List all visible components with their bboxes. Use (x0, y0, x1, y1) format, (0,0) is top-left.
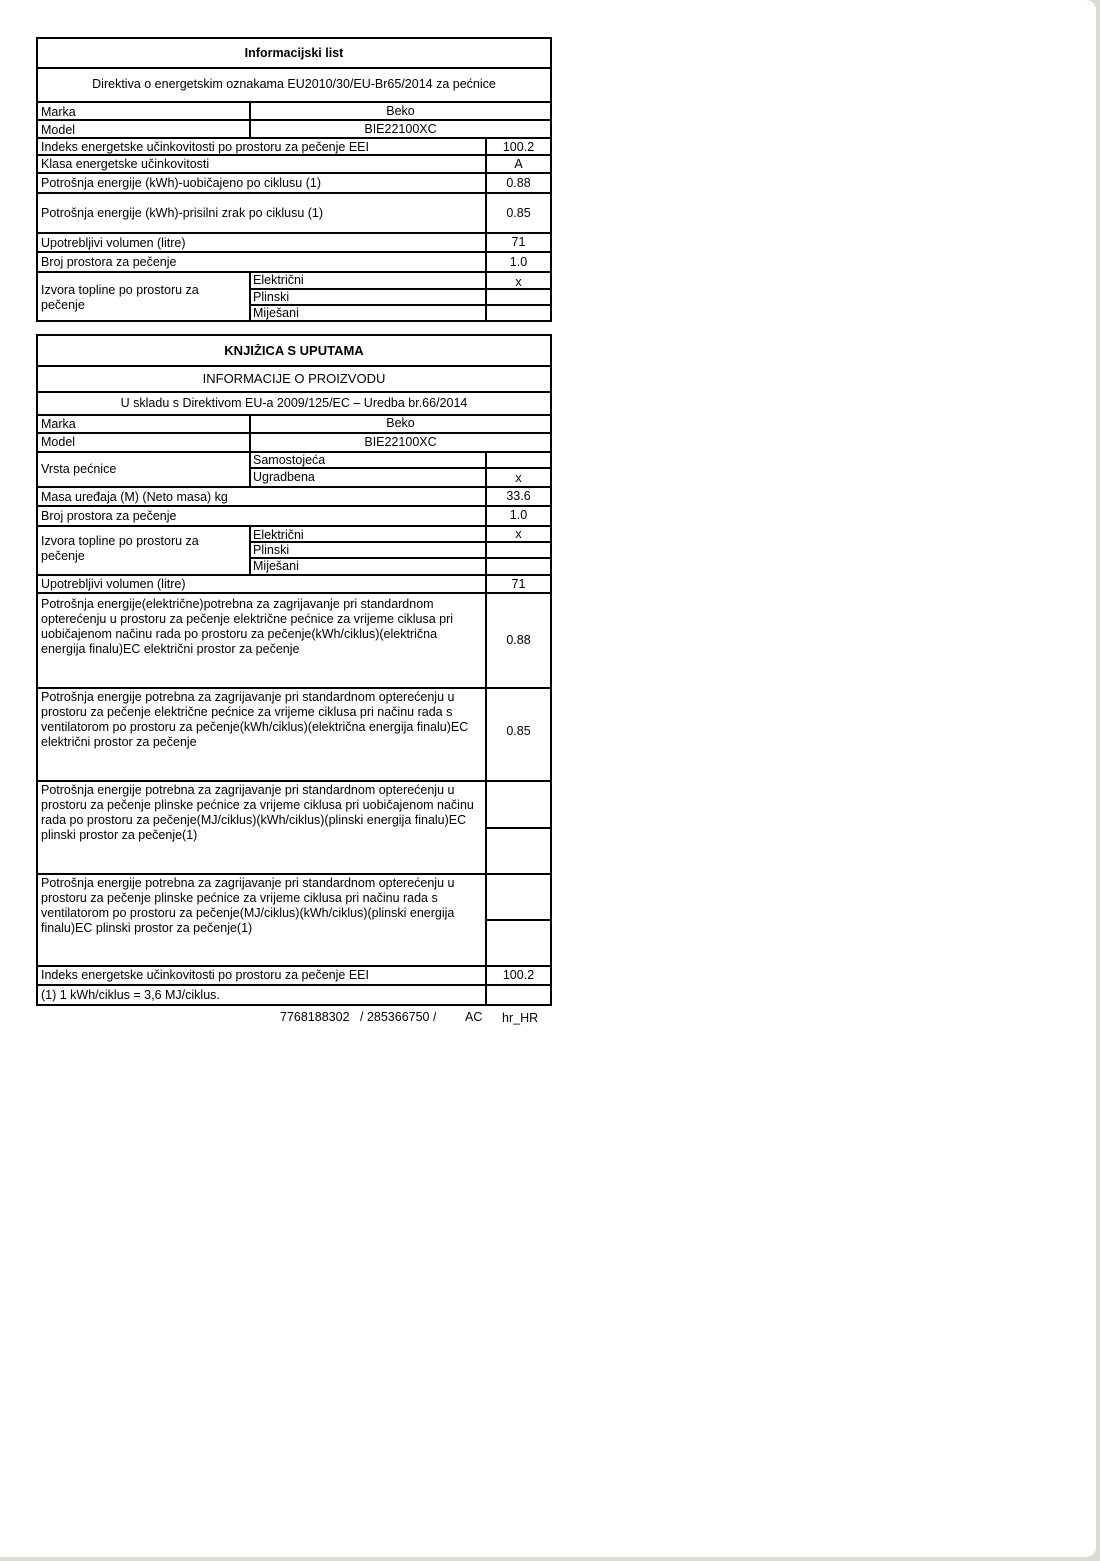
cavities-label: Broj prostora za pečenje (41, 255, 177, 269)
ec-gas-forced-label: Potrošnja energije potrebna za zagrijavanje pri standardnom opterećenju u prostoru za pečenje plinske pećnice za vrijeme ciklusa pri načinu rada s ventilatorom po prostoru za pečenje(MJ/ciklus)(kWh/ciklus)(plinski energija finalu)EC plinski prostor za pečenje(1) (41, 876, 455, 935)
heat-gas-label: Plinski (253, 543, 290, 557)
footer-locale: hr_HR (502, 1011, 539, 1025)
heat-source-label: Izvora topline po prostoru za pečenje (41, 283, 199, 312)
forced-air-consumption-value: 0.85 (506, 206, 531, 220)
model-value: BIE22100XC (364, 122, 437, 136)
sheet1-directive: Direktiva o energetskim oznakama EU2010/30/EU-Br65/2014 za pećnice (92, 77, 496, 91)
eei-label: Indeks energetske učinkovitosti po prostoru za pečenje EEI (41, 968, 369, 982)
brand-value: Beko (386, 416, 415, 430)
cavities-value: 1.0 (509, 255, 528, 269)
volume-label: Upotrebljivi volumen (litre) (41, 236, 186, 250)
heat-electric-label: Električni (253, 273, 304, 287)
heat-source-label: Izvora topline po prostoru za pečenje (41, 534, 199, 563)
eei-value: 100.2 (502, 968, 535, 982)
sheet1-title: Informacijski list (244, 46, 344, 60)
volume-value: 71 (511, 577, 526, 591)
ec-gas-conventional-label: Potrošnja energije potrebna za zagrijavanje pri standardnom opterećenju u prostoru za pečenje plinske pećnice za vrijeme ciklusa pri uobičajenom načinu rada po prostoru za pečenje(MJ/ciklus)(kWh/ciklus)(plinski energija finalu)EC plinski prostor za pečenje(1) (41, 783, 474, 842)
heat-electric-value: x (515, 527, 522, 541)
footer-code-3: AC (465, 1010, 483, 1024)
volume-value: 71 (511, 235, 526, 249)
brand-label: Marka (41, 105, 76, 119)
brand-value: Beko (386, 104, 415, 118)
conventional-consumption-value: 0.88 (506, 176, 531, 190)
ec-electric-forced-label: Potrošnja energije potrebna za zagrijavanje pri standardnom opterećenju u prostoru za pečenje električne pećnice za vrijeme ciklusa pri načinu rada s ventilatorom po prostoru za pečenje(kWh/ciklus)(električna energija finalu)EC električni prostor za pečenje (41, 690, 469, 749)
forced-air-consumption-label: Potrošnja energije (kWh)-prisilni zrak po ciklusu (1) (41, 206, 324, 220)
conventional-consumption-label: Potrošnja energije (kWh)-uobičajeno po ciklusu (1) (41, 176, 321, 190)
ec-electric-forced-value: 0.85 (506, 724, 531, 738)
volume-label: Upotrebljivi volumen (litre) (41, 577, 186, 591)
cavities-label: Broj prostora za pečenje (41, 509, 177, 523)
sheet2-title: KNJIŽICA S UPUTAMA (224, 344, 364, 358)
oven-type-label: Vrsta pećnice (41, 462, 117, 476)
sheet2-subtitle: INFORMACIJE O PROIZVODU (202, 372, 386, 386)
mass-label: Masa uređaja (M) (Neto masa) kg (41, 490, 228, 504)
mass-value: 33.6 (506, 489, 531, 503)
eei-value: 100.2 (502, 140, 535, 154)
footnote: (1) 1 kWh/ciklus = 3,6 MJ/ciklus. (41, 988, 220, 1002)
heat-electric-value: x (515, 275, 522, 289)
model-label: Model (41, 123, 76, 137)
type-builtin-value: x (515, 471, 522, 485)
ec-electric-conventional-label: Potrošnja energije(električne)potrebna za zagrijavanje pri standardnom opterećenju u prostoru za pečenje električne pećnice za vrijeme ciklusa pri uobičajenom načinu rada po prostoru za pečenje(kWh/ciklus)(električna energija finalu)EC električni prostor za pečenje (41, 597, 454, 656)
ec-electric-conventional-value: 0.88 (506, 633, 531, 647)
type-freestanding-label: Samostojeća (253, 453, 326, 467)
footer-code-2: / 285366750 / (360, 1010, 437, 1024)
heat-mixed-label: Miješani (253, 559, 299, 573)
brand-label: Marka (41, 417, 76, 431)
cavities-value: 1.0 (509, 508, 528, 522)
heat-gas-label: Plinski (253, 290, 290, 304)
model-value: BIE22100XC (364, 435, 437, 449)
class-label: Klasa energetske učinkovitosti (41, 157, 210, 171)
sheet2-regulation: U skladu s Direktivom EU-a 2009/125/EC – Uredba br.66/2014 (120, 396, 468, 410)
heat-electric-label: Električni (253, 528, 304, 542)
footer-code-1: 7768188302 (280, 1010, 350, 1024)
eei-label: Indeks energetske učinkovitosti po prostoru za pečenje EEI (41, 140, 369, 154)
model-label: Model (41, 435, 76, 449)
heat-mixed-label: Miješani (253, 306, 299, 320)
class-value: A (514, 157, 523, 171)
type-builtin-label: Ugradbena (253, 470, 315, 484)
